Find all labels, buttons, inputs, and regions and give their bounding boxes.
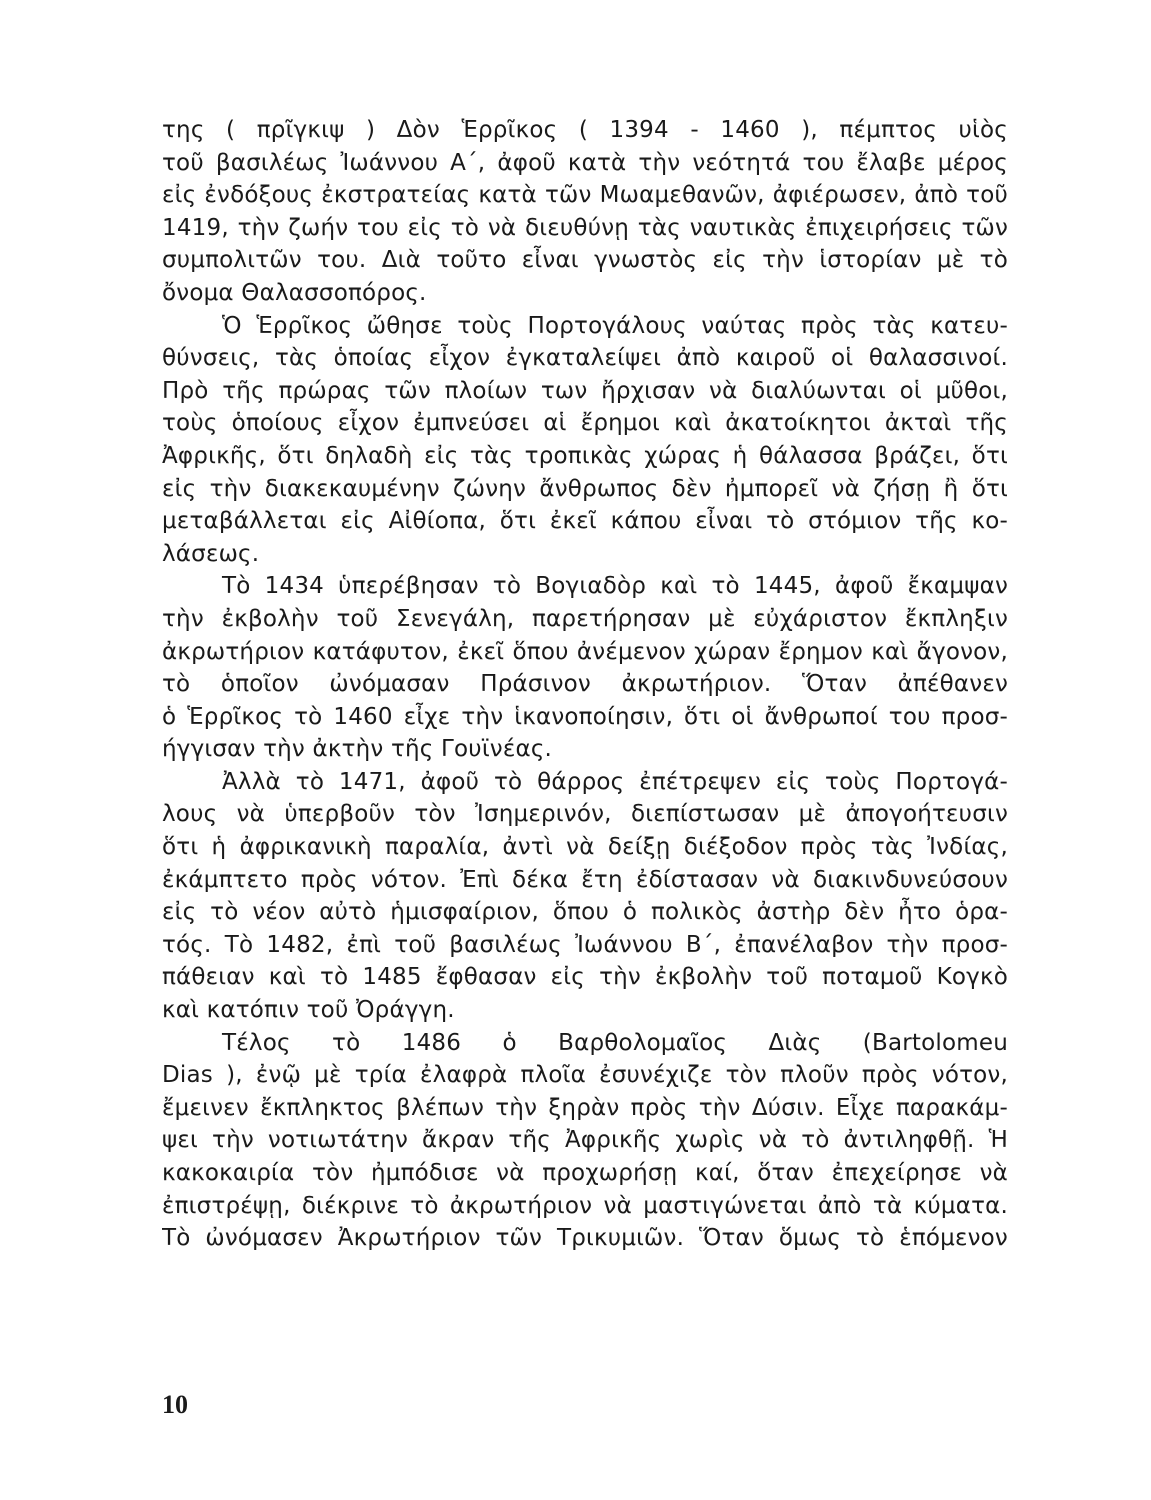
text-line: Τὸ 1434 ὑπερέβησαν τὸ Βογιαδὸρ καὶ τὸ 1445, ἀφοῦ ἔκαμψαν: [222, 573, 1008, 600]
text-line: Dias ), ἐνῷ μὲ τρία ἐλαφρὰ πλοῖα ἐσυνέχιζε τὸν πλοῦν πρὸς νότον,: [162, 1062, 1008, 1089]
text-line: λάσεως.: [162, 540, 260, 567]
text-line: ἐπιστρέψῃ, διέκρινε τὸ ἀκρωτήριον νὰ μαστιγώνεται ἀπὸ τὰ κύματα.: [162, 1192, 1008, 1219]
text-line: πάθειαν καὶ τὸ 1485 ἔφθασαν εἰς τὴν ἐκβολὴν τοῦ ποταμοῦ Κογκὸ: [162, 964, 1008, 991]
text-line: τοὺς ὁποίους εἶχον ἐμπνεύσει αἱ ἔρημοι καὶ ἀκατοίκητοι ἀκταὶ τῆς: [162, 410, 1008, 437]
text-line: εἰς ἐνδόξους ἐκστρατείας κατὰ τῶν Μωαμεθανῶν, ἀφιέρωσεν, ἀπὸ τοῦ: [162, 182, 1008, 209]
text-line: τὸ ὁποῖον ὠνόμασαν Πράσινον ἀκρωτήριον. Ὅταν ἀπέθανεν: [162, 671, 1008, 698]
text-line: Πρὸ τῆς πρώρας τῶν πλοίων των ἤρχισαν νὰ διαλύωνται οἱ μῦθοι,: [162, 377, 1008, 404]
text-line: ἐκάμπτετο πρὸς νότον. Ἐπὶ δέκα ἔτη ἐδίστασαν νὰ διακινδυνεύσουν: [162, 866, 1008, 893]
text-line: ἔμεινεν ἔκπληκτος βλέπων τὴν ξηρὰν πρὸς τὴν Δύσιν. Εἶχε παρακάμ-: [162, 1094, 1008, 1121]
text-line: ψει τὴν νοτιωτάτην ἄκραν τῆς Ἀφρικῆς χωρὶς νὰ τὸ ἀντιληφθῇ. Ἡ: [162, 1127, 1008, 1154]
text-line: της ( πρῖγκιψ ) Δὸν Ἑρρῖκος ( 1394 - 1460 ), πέμπτος υἱὸς: [162, 117, 1008, 143]
text-line: Ἀφρικῆς, ὅτι δηλαδὴ εἰς τὰς τροπικὰς χώρας ἡ θάλασσα βράζει, ὅτι: [162, 442, 1008, 469]
text-line: 1419, τὴν ζωήν του εἰς τὸ νὰ διευθύνῃ τὰς ναυτικὰς ἐπιχειρήσεις τῶν: [162, 214, 1008, 241]
text-line: τὴν ἐκβολὴν τοῦ Σενεγάλη, παρετήρησαν μὲ εὐχάριστον ἔκπληξιν: [162, 605, 1008, 632]
text-line: τός. Τὸ 1482, ἐπὶ τοῦ βασιλέως Ἰωάννου Β΄, ἐπανέλαβον τὴν προσ-: [162, 931, 1008, 958]
text-line: ήγγισαν τὴν ἀκτὴν τῆς Γουϊνέας.: [162, 736, 553, 763]
text-line: κακοκαιρία τὸν ἠμπόδισε νὰ προχωρήσῃ καί, ὅταν ἐπεχείρησε νὰ: [162, 1160, 1008, 1186]
text-line: μεταβάλλεται εἰς Αἰθίοπα, ὅτι ἐκεῖ κάπου εἶναι τὸ στόμιον τῆς κο-: [162, 508, 1008, 535]
text-line: καὶ κατόπιν τοῦ Ὀράγγη.: [162, 997, 455, 1024]
text-line: Τὸ ὠνόμασεν Ἀκρωτήριον τῶν Τρικυμιῶν. Ὅταν ὅμως τὸ ἑπόμενον: [162, 1225, 1008, 1252]
text-line: Ὁ Ἑρρῖκος ὤθησε τοὺς Πορτογάλους ναύτας πρὸς τὰς κατευ-: [222, 312, 1008, 339]
text-line: λους νὰ ὑπερβοῦν τὸν Ἰσημερινόν, διεπίστωσαν μὲ ἀπογοήτευσιν: [162, 801, 1008, 828]
text-line: ἀκρωτήριον κατάφυτον, ἐκεῖ ὅπου ἀνέμενον χώραν ἔρημον καὶ ἄγονον,: [162, 638, 1008, 665]
text-line: ὅτι ἡ ἀφρικανικὴ παραλία, ἀντὶ νὰ δείξῃ διέξοδον πρὸς τὰς Ἰνδίας,: [162, 834, 1008, 861]
text-line: Ἀλλὰ τὸ 1471, ἀφοῦ τὸ θάρρος ἐπέτρεψεν εἰς τοὺς Πορτογά-: [222, 768, 1008, 795]
body-text: [162, 114, 1008, 1255]
text-line: ὄνομα Θαλασσοπόρος.: [162, 279, 427, 306]
text-line: θύνσεις, τὰς ὁποίας εἶχον ἐγκαταλείψει ἀπὸ καιροῦ οἱ θαλασσινοί.: [162, 345, 1008, 372]
page-number: 10: [162, 1390, 188, 1419]
text-line: εἰς τὴν διακεκαυμένην ζώνην ἄνθρωπος δὲν ἠμπορεῖ νὰ ζήσῃ ἢ ὅτι: [162, 475, 1008, 502]
text-line: ὁ Ἑρρῖκος τὸ 1460 εἶχε τὴν ἱκανοποίησιν, ὅτι οἱ ἄνθρωποί του προσ-: [162, 703, 1008, 730]
text-line: τοῦ βασιλέως Ἰωάννου Α΄, ἀφοῦ κατὰ τὴν νεότητά του ἔλαβε μέρος: [162, 149, 1008, 176]
text-line: Τέλος τὸ 1486 ὁ Βαρθολομαῖος Διὰς (Bartolomeu: [222, 1029, 1008, 1056]
text-line: συμπολιτῶν του. Διὰ τοῦτο εἶναι γνωστὸς εἰς τὴν ἱστορίαν μὲ τὸ: [162, 247, 1008, 274]
text-line: εἰς τὸ νέον αὐτὸ ἡμισφαίριον, ὅπου ὁ πολικὸς ἀστὴρ δὲν ἦτο ὁρα-: [162, 899, 1008, 926]
